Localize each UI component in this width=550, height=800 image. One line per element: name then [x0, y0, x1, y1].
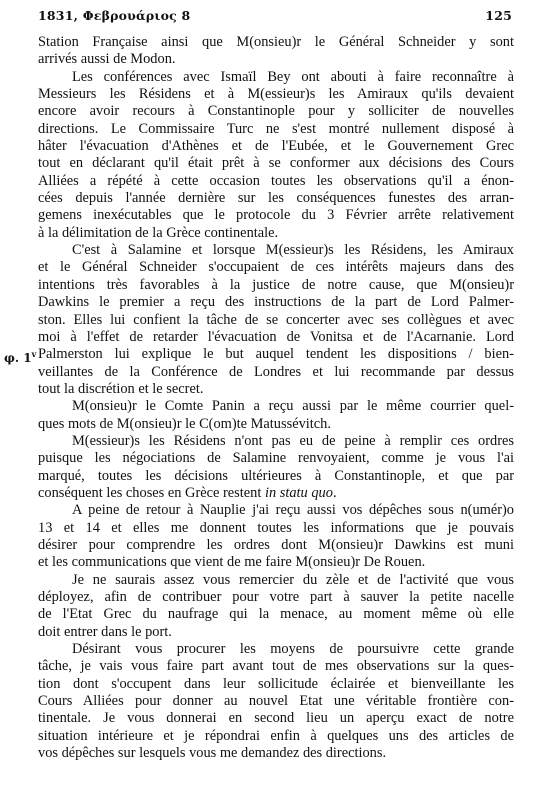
text-line	[38, 294, 514, 311]
text-line	[38, 190, 514, 207]
line-text: Messieurs les Résidens et à M(essieur)s les Amiraux qu'ils devaient	[38, 86, 514, 103]
line-text: veillantes de la Conférence de Londres et lui recommande par dessus	[38, 363, 514, 380]
line-text: Les conférences avec Ismaïl Bey ont abouti à faire reconnaître à	[72, 68, 514, 85]
line-text: vos dépêches sur lesquels vous me demandez des directions.	[38, 745, 387, 762]
text-line	[38, 155, 514, 172]
line-text: Désirant vous procurer les moyens de poursuivre cette grande	[72, 641, 514, 658]
text-line	[38, 103, 514, 120]
line-text: tion dont s'occupent dans leur sollicitude éclairée et bienveillante les	[38, 675, 514, 692]
text-line	[38, 242, 514, 259]
header-date: 1831, Φεβρουάριος 8	[38, 8, 191, 23]
text-line	[38, 433, 514, 450]
text-line	[38, 658, 514, 675]
text-line	[38, 34, 514, 51]
line-text: tâche, je vais vous faire part avant tout de mes observations sur la ques-	[38, 658, 514, 675]
line-text: tinentale. Je vous donnerai en second lieu un aperçu exact de notre	[38, 710, 514, 727]
text-line	[38, 710, 514, 727]
line-text: déployez, afin de contribuer pour votre part à sauver la petite nacelle	[38, 589, 514, 605]
text-line	[38, 537, 514, 554]
text-line	[38, 398, 514, 415]
text-line	[38, 381, 514, 398]
folio-verso-mark: v	[31, 349, 37, 360]
text-line	[4, 346, 514, 366]
line-text: M(essieur)s les Résidens n'ont pas eu de peine à remplir ces ordres	[72, 432, 514, 449]
line-text: M(onsieu)r le Comte Panin a reçu aussi par le même courrier quel-	[72, 398, 514, 415]
line-text: encore avoir recours à Constantinople pour y solliciter de nouvelles	[38, 103, 514, 120]
text-line	[38, 51, 514, 68]
text-line	[38, 259, 514, 276]
text-line	[38, 502, 514, 519]
line-text: A peine de retour à Nauplie j'ai reçu aussi vos dépêches sous n(umér)o	[72, 502, 514, 519]
body-text	[4, 34, 514, 762]
line-text: gemens inexécutables que le protocole du 3 Février arrête relativement	[38, 207, 514, 224]
text-line	[38, 468, 514, 485]
line-text: Station Française ainsi que M(onsieu)r le Général Schneider y sont	[38, 34, 514, 50]
text-line	[38, 86, 514, 103]
text-line	[38, 676, 514, 693]
line-text: puisque les négociations de Salamine renvoyaient, comme je vous l'ai	[38, 450, 514, 467]
line-text: situation intérieure et je répondrai enfin à quelques uns des articles de	[38, 727, 514, 744]
line-text: intentions très favorables à la justice de notre cause, que M(onsieu)r	[38, 276, 514, 293]
text-line	[38, 450, 514, 467]
text-line	[38, 121, 514, 138]
italic-phrase: in statu quo	[264, 484, 333, 501]
text-line	[38, 554, 514, 571]
line-text: marqué, toutes les décisions ultérieures à Constantinople, et que par	[38, 467, 514, 484]
text-line	[38, 207, 514, 224]
text-line	[38, 693, 514, 710]
line-tail: .	[332, 484, 337, 501]
text-line	[38, 364, 514, 381]
line-text: Je ne saurais assez vous remercier du zèle et de l'activité que vous	[72, 571, 514, 588]
text-line	[38, 329, 514, 346]
line-text: doit entrer dans le port.	[38, 623, 172, 640]
line-text: arrivés aussi de Modon.	[38, 51, 176, 68]
line-text: de l'Etat Grec du naufrage qui la menace, au moment même où elle	[38, 606, 514, 623]
line-text: hâter l'évacuation d'Athènes et de l'Eubée, et le Gouvernement Grec	[38, 138, 514, 155]
text-line	[38, 520, 514, 537]
line-text: directions. Le Commissaire Turc ne s'est montré nullement disposé à	[38, 120, 514, 137]
line-text: à la délimitation de la Grèce continentale.	[38, 224, 279, 241]
folio-margin-note	[4, 346, 36, 367]
line-text: tout la discrétion et le secret.	[38, 380, 204, 397]
text-line	[38, 606, 514, 623]
text-line	[38, 641, 514, 658]
text-line	[38, 138, 514, 155]
line-text: et les communications que vient de me faire M(onsieu)r De Rouen.	[38, 554, 426, 571]
text-line	[38, 416, 514, 433]
text-line	[38, 312, 514, 329]
text-line	[38, 745, 514, 762]
text-line	[38, 485, 514, 502]
line-text: Cours Alliées pour donner au nouvel Etat une véritable frontière con-	[38, 693, 514, 710]
line-text: 13 et 14 et elles me donnent toutes les informations que je pouvais	[38, 519, 514, 536]
line-text: Alliées a répété à cette occasion toutes les observations qu'il a énon-	[38, 172, 514, 189]
line-text: moi à l'effet de retarder l'évacuation de Vonitsa et de l'Acarnanie. Lord	[38, 328, 514, 345]
folio-label: φ. 1	[4, 351, 32, 366]
text-line	[38, 728, 514, 745]
line-text: Palmerston lui explique le but auquel tendent les dispositions / bien-	[38, 346, 514, 363]
line-text: désirer pour comprendre les ordres dont M(onsieu)r Dawkins est muni	[38, 536, 514, 553]
running-header	[38, 8, 512, 23]
text-line	[38, 572, 514, 589]
text-line	[38, 624, 514, 641]
line-text: conséquent les choses en Grèce restent	[38, 484, 265, 501]
text-line	[38, 277, 514, 294]
text-line	[38, 589, 514, 606]
line-text: ques mots de M(onsieu)r le C(om)te Matussévitch.	[38, 415, 331, 432]
line-text: cées depuis l'année dernière sur les conséquences funestes des arran-	[38, 190, 514, 207]
text-line	[38, 173, 514, 190]
line-text: Dawkins le premier a reçu des instructions de la part de Lord Palmer-	[38, 294, 514, 311]
line-text: C'est à Salamine et lorsque M(essieur)s les Résidens, les Amiraux	[72, 242, 514, 259]
line-text: ston. Elles lui confient la tâche de se concerter avec ses collègues et avec	[38, 311, 514, 328]
text-line	[38, 69, 514, 86]
line-text: tout en déclarant qu'il était prêt à se conformer aux décisions des Cours	[38, 155, 514, 172]
page-number: 125	[485, 8, 512, 23]
text-line	[38, 225, 514, 242]
line-text: et le Général Schneider s'occupaient de ces intérêts majeurs dans des	[38, 259, 514, 276]
